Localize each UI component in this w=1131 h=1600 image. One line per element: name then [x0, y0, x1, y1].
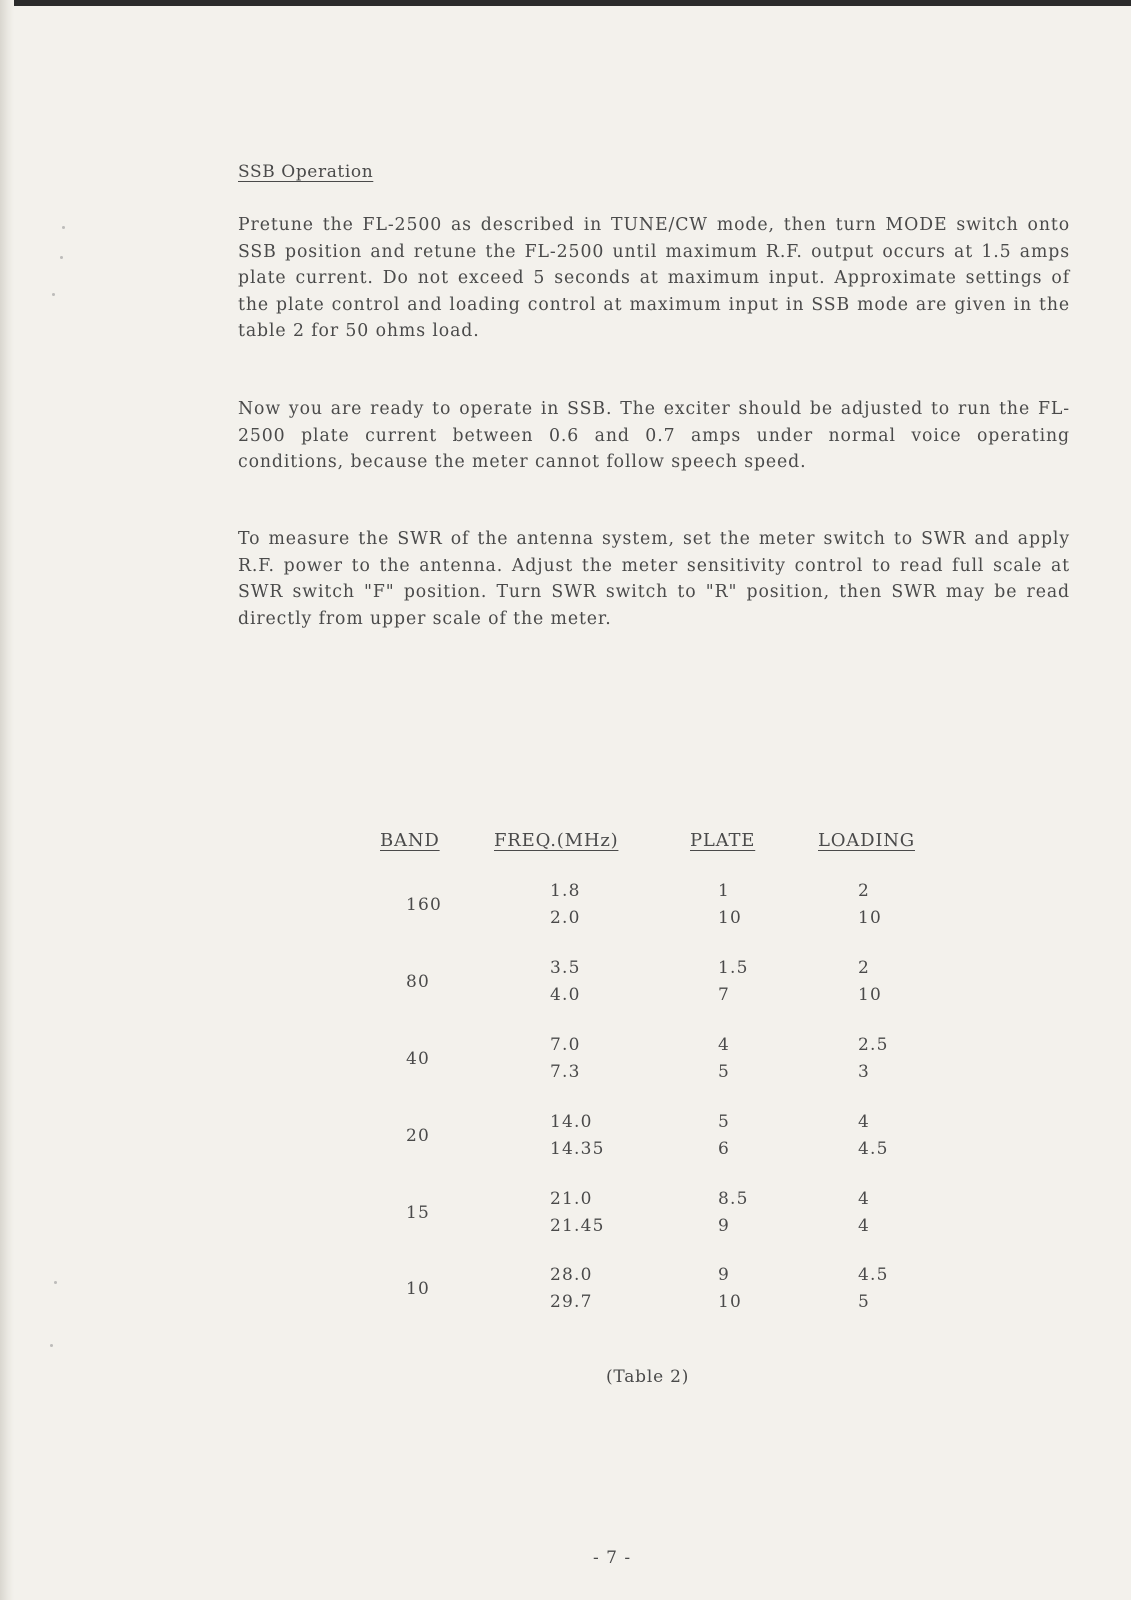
paper-speck	[52, 293, 55, 296]
freq-low-cell: 21.0	[550, 1189, 593, 1209]
freq-low-cell: 3.5	[550, 958, 581, 978]
table-row	[0, 958, 1131, 1018]
freq-low-cell: 1.8	[550, 881, 581, 901]
paper-speck	[54, 1281, 57, 1284]
loading-high-cell: 4	[858, 1216, 871, 1236]
freq-low-cell: 7.0	[550, 1035, 581, 1055]
loading-low-cell: 2.5	[858, 1035, 889, 1055]
loading-high-cell: 10	[858, 985, 883, 1005]
column-header-freq: FREQ.(MHz)	[494, 830, 619, 851]
page-left-edge	[0, 0, 14, 1600]
paragraph-ready: Now you are ready to operate in SSB. The exciter should be adjusted to run the FL-2500 plate current between 0.6 and 0.7 amps under normal voice operating conditions, because the meter cannot follow speech speed.	[238, 399, 1070, 472]
table-row	[0, 881, 1131, 941]
freq-high-cell: 7.3	[550, 1062, 581, 1082]
column-header-band: BAND	[380, 830, 440, 851]
column-header-plate: PLATE	[690, 830, 756, 851]
freq-high-cell: 14.35	[550, 1139, 605, 1159]
paper-speck	[50, 1344, 53, 1347]
plate-high-cell: 10	[718, 908, 743, 928]
plate-low-cell: 5	[718, 1112, 731, 1132]
band-cell: 160	[406, 895, 443, 915]
plate-high-cell: 6	[718, 1139, 731, 1159]
loading-low-cell: 4	[858, 1112, 871, 1132]
table-row	[0, 1035, 1131, 1095]
table-caption: (Table 2)	[606, 1367, 690, 1387]
page-number: - 7 -	[593, 1548, 632, 1568]
bleed-through-text	[310, 40, 1070, 100]
plate-low-cell: 9	[718, 1265, 731, 1285]
loading-low-cell: 4	[858, 1189, 871, 1209]
band-cell: 10	[406, 1279, 431, 1299]
freq-low-cell: 14.0	[550, 1112, 593, 1132]
table-row	[0, 1112, 1131, 1172]
loading-low-cell: 2	[858, 958, 871, 978]
plate-low-cell: 1.5	[718, 958, 749, 978]
table-row	[0, 1265, 1131, 1325]
column-header-loading: LOADING	[818, 830, 915, 851]
table-row	[0, 1189, 1131, 1249]
freq-high-cell: 2.0	[550, 908, 581, 928]
band-cell: 40	[406, 1049, 431, 1069]
band-cell: 80	[406, 972, 431, 992]
paper-speck	[62, 226, 65, 229]
freq-high-cell: 21.45	[550, 1216, 605, 1236]
freq-low-cell: 28.0	[550, 1265, 593, 1285]
plate-high-cell: 9	[718, 1216, 731, 1236]
plate-high-cell: 10	[718, 1292, 743, 1312]
plate-high-cell: 5	[718, 1062, 731, 1082]
loading-high-cell: 10	[858, 908, 883, 928]
plate-low-cell: 8.5	[718, 1189, 749, 1209]
paper-speck	[60, 256, 63, 259]
plate-low-cell: 1	[718, 881, 731, 901]
loading-low-cell: 4.5	[858, 1265, 889, 1285]
freq-high-cell: 4.0	[550, 985, 581, 1005]
plate-high-cell: 7	[718, 985, 731, 1005]
paragraph-swr: To measure the SWR of the antenna system, set the meter switch to SWR and apply R.F. power to the antenna. Adjust the meter sensitivity control to read full scale at SWR switch "F" position. Turn SWR switch to "R" position, then SWR may be read directly from upper scale of the meter.	[238, 529, 1070, 629]
loading-low-cell: 2	[858, 881, 871, 901]
freq-high-cell: 29.7	[550, 1292, 593, 1312]
page-top-edge	[0, 0, 1131, 6]
band-cell: 20	[406, 1126, 431, 1146]
loading-high-cell: 5	[858, 1292, 871, 1312]
loading-high-cell: 4.5	[858, 1139, 889, 1159]
plate-low-cell: 4	[718, 1035, 731, 1055]
band-cell: 15	[406, 1203, 431, 1223]
loading-high-cell: 3	[858, 1062, 871, 1082]
section-heading: SSB Operation	[238, 162, 374, 182]
paragraph-pretune: Pretune the FL-2500 as described in TUNE/CW mode, then turn MODE switch onto SSB position and retune the FL-2500 until maximum R.F. output occurs at 1.5 amps plate current. Do not exceed 5 seconds at maximum input. Approximate settings of the plate control and loading control at maximum input in SSB mode are given in the table 2 for 50 ohms load.	[238, 215, 1070, 341]
